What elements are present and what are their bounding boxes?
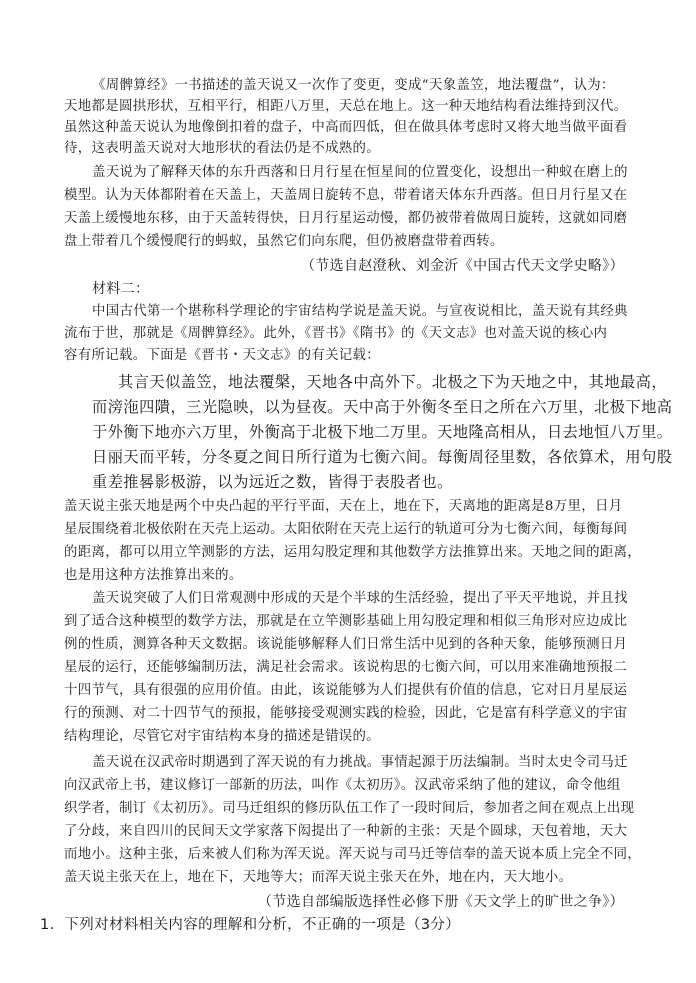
text-line: 盖天说突破了人们日常观测中形成的天是个半球的生活经验，提出了平天平地说，并且找 [92, 591, 628, 606]
text-line: 待，这表明盖天说对大地形状的看法仍是不成熟的。 [64, 141, 381, 156]
question-stem: 1．下列对材料相关内容的理解和分析，不正确的一项是（3分） [40, 917, 461, 933]
text-line: 到了适合这种模型的数学方法，那就是在立竿测影基础上用勾股定理和相似三角形对应边成比 [64, 614, 628, 629]
text-line: 织学者，制订《太初历》。司马迁组织的修历队伍工作了一段时间后，参加者之间在观点上出现 [64, 801, 635, 816]
quote-line: 于外衡下地亦六万里，外衡高于北极下地二万里。天地隆高相从，日去地恒八万里。 [92, 423, 673, 441]
text-line: 也是用这种方法推算出来的。 [64, 568, 243, 583]
text-line: 盖天说为了解释天体的东升西落和日月行星在恒星间的位置变化，设想出一种蚁在磨上的 [92, 165, 628, 180]
text-line: 的距离，都可以用立竿测影的方法，运用勾股定理和其他数学方法推算出来。天地之间的距离， [64, 545, 642, 560]
text-line: 中国古代第一个堪称科学理论的宇宙结构学说是盖天说。与宣夜说相比，盖天说有其经典 [92, 304, 628, 319]
text-line: 而地小。这种主张，后来被人们称为浑天说。浑天说与司马迁等信奉的盖天说本质上完全不同， [64, 847, 642, 862]
text-line: 十四节气，具有很强的应用价值。由此，该说能够为人们提供有价值的信息，它对日月星辰运 [64, 683, 628, 698]
text-line: 了分歧，来自四川的民间天文学家落下闳提出了一种新的主张：天是个圆球，天包着地，天大 [64, 824, 628, 839]
section-label: 材料二： [92, 281, 150, 297]
quote-line: 而滂沲四隤，三光隐映，以为昼夜。天中高于外衡冬至日之所在六万里，北极下地高 [92, 398, 673, 416]
text-line: 天地都是圆拱形状，互相平行，相距八万里，天总在地上。这一种天地结构看法维持到汉代。 [64, 99, 628, 114]
text-line: 虽然这种盖天说认为地像倒扣着的盘子，中高而四低，但在做具体考虑时又将大地当做平面看 [64, 120, 628, 135]
text-line: 星辰的运行，还能够编制历法，满足社会需求。该说构思的七衡六间，可以用来准确地预报二 [64, 660, 628, 675]
quote-line: 日丽天而平转，分冬夏之间日所行道为七衡六间。每衡周径里数，各依算术，用句股 [92, 448, 673, 466]
text-line: 容有所记载。下面是《晋书・天文志》的有关记载： [64, 348, 381, 363]
text-line: 行的预测、对二十四节气的预报，能够接受观测实践的检验，因此，它是富有科学意义的宇宙 [64, 706, 628, 721]
source-citation: （节选自部编版选择性必修下册《天文学上的旷世之争》） [257, 894, 624, 910]
text-line: 模型。认为天体都附着在天盖上，天盖周日旋转不息，带着诸天体东升西落。但日月行星又在 [64, 188, 628, 203]
text-line: 天盖上缓慢地东移，由于天盖转得快，日月行星运动慢，都仍被带着做周日旋转，这就如同磨 [64, 211, 628, 226]
text-line: 盖天说主张天地是两个中央凸起的平行平面，天在上，地在下，天离地的距离是8万里，日月 [64, 499, 623, 514]
text-line: 星辰围绕着北极依附在天壳上运动。太阳依附在天壳上运行的轨道可分为七衡六间，每衡每间 [64, 522, 628, 537]
text-line: 流布于世，那就是《周髀算经》。此外，《晋书》《隋书》的《天文志》也对盖天说的核心内 [64, 326, 608, 341]
text-line: 盖天说在汉武帝时期遇到了浑天说的有力挑战。事情起源于历法编制。当时太史令司马迁 [92, 755, 628, 770]
text-line: 《周髀算经》一书描述的盖天说又一次作了变更，变成“天象盖笠，地法覆盘”，认为： [92, 78, 615, 93]
quote-line: 重差推晷影极游，以为远近之数，皆得于表股者也。 [92, 473, 453, 491]
text-line: 盖天说主张天在上，地在下，天地等大；而浑天说主张天在外，地在内，天大地小。 [64, 870, 573, 885]
text-line: 例的性质，测算各种天文数据。该说能够解释人们日常生活中见到的各种天象，能够预测日月 [64, 637, 628, 652]
quote-line: 其言天似盖笠，地法覆槃，天地各中高外下。北极之下为天地之中，其地最高， [118, 373, 668, 391]
text-line: 结构理论，尽管它对宇宙结构本身的描述是错误的。 [64, 729, 381, 744]
text-line: 向汉武帝上书，建议修订一部新的历法，叫作《太初历》。汉武帝采纳了他的建议，命令他组 [64, 778, 621, 793]
source-citation: （节选自赵澄秋、刘金沂《中国古代天文学史略》） [300, 258, 624, 274]
text-line: 盘上带着几个缓慢爬行的蚂蚁，虽然它们向东爬，但仍被磨盘带着西转。 [64, 234, 504, 249]
